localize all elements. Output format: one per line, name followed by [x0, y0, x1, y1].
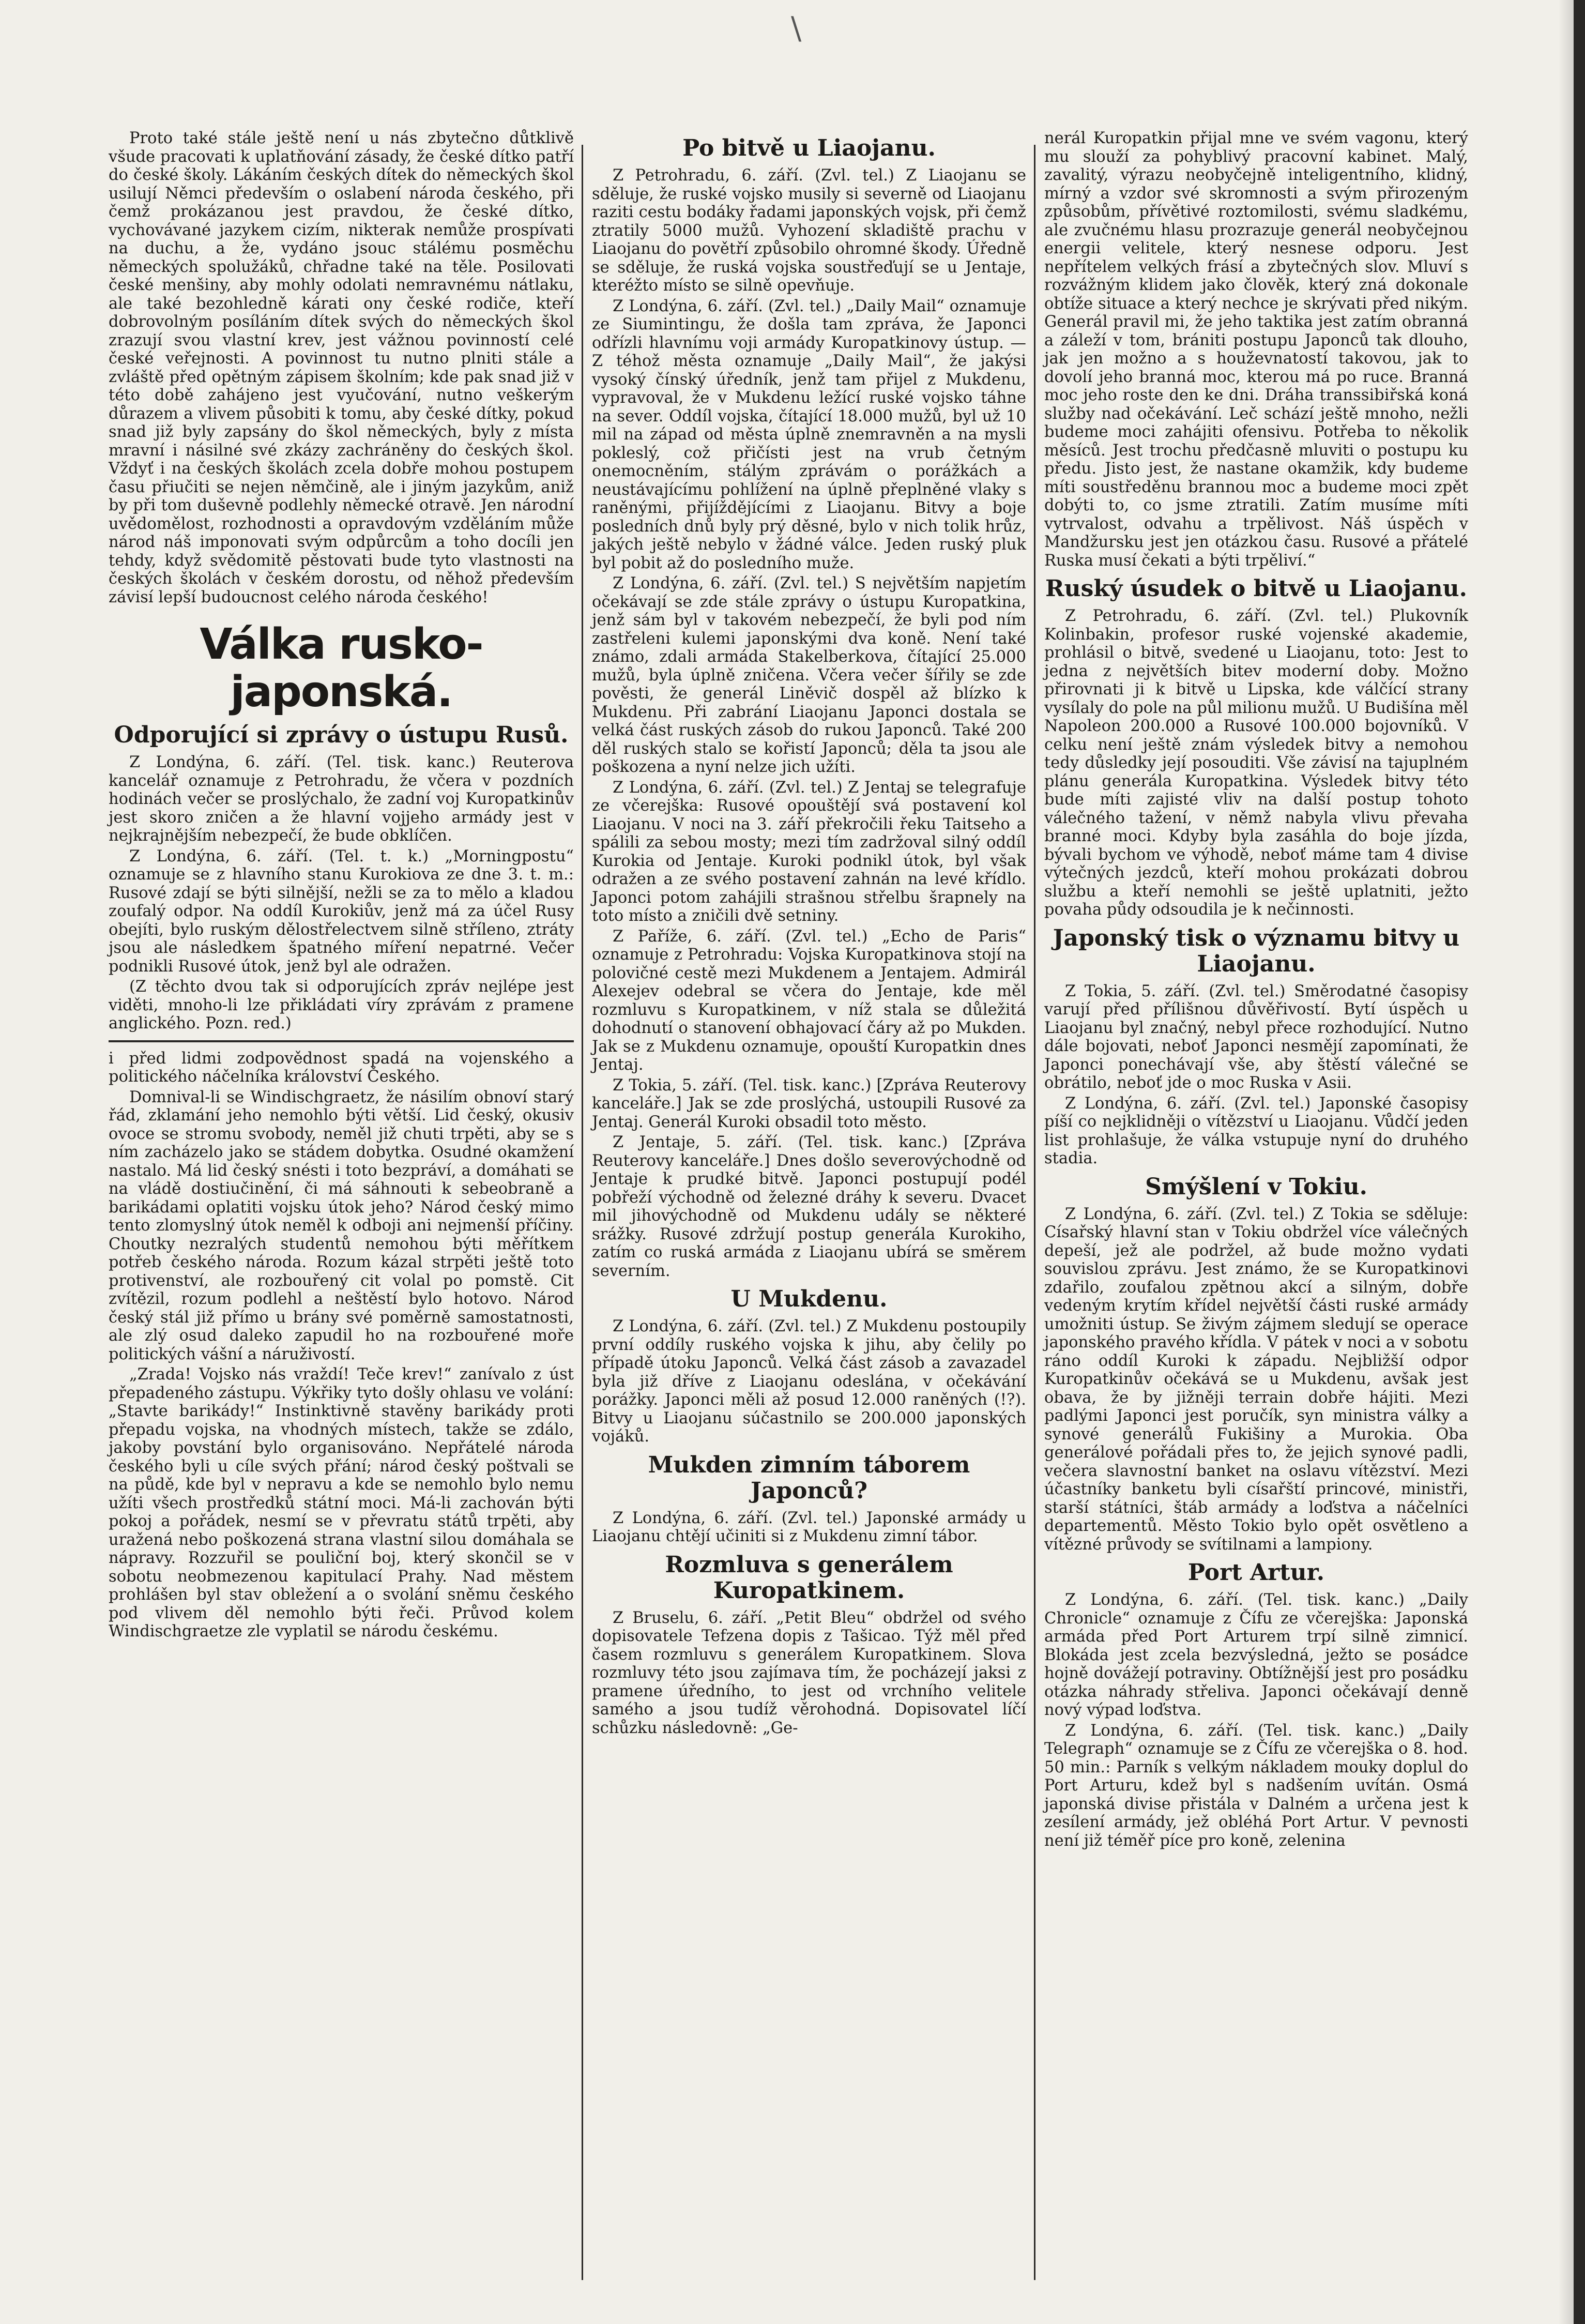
report-interview: Z Bruselu, 6. září. „Petit Bleu“ obdržel od svého dopisovatele Tefzena dopis z Tašicao. Týž měl před časem rozmluvu s generálem Kuropatkinem. Slova rozmluvy této jsou zajímava tím, že pocházejí jaksi z pramene úředního, to jest od vrchního velitele samého a jsou tudíž věrohodná. Dopisovatel líčí schůzku následovně: „Ge- [592, 1608, 1026, 1737]
report-kuropatkin-retreat: Z Londýna, 6. září. (Zvl. tel.) S největším napjetím očekávají se zde stále zprávy o ústupu Kuropatkina, jenž sám byl v takovém nebezpečí, že byli pod ním zastřeleni kulemi japonskými dva koně. Není také známo, zdali armáda Stakelberkova, čítající 25.000 mužů, byla úplně zničena. Včera večer šířily se zde pověsti, že generál Liněvič dospěl až blízko k Mukdenu. Při zabrání Liaojanu Japonci dostala se velká část ruských zásob do rukou Japonců. Také 200 děl ruských stalo se kořistí Japonců; děla ta jsou ale poškozena a nyní nelze jich užíti. [592, 574, 1026, 776]
headline-russian-view: Ruský úsudek o bitvě u Liaojanu. [1045, 575, 1467, 602]
column-left [109, 129, 574, 1643]
report-daily-mail: Z Londýna, 6. září. (Zvl. tel.) „Daily Mail“ oznamuje ze Siumintingu, že došla tam zpráva, že Japonci odřízli hlavnímu voji armády Kuropatkinovy ústup. — Z téhož města oznamuje „Daily Mail“, že jakýsi vysoký čínský úředník, jenž tam přijel z Mukdenu, vypravoval, že v Mukdenu ležící ruské vojsko táhne na sever. Oddíl vojska, čítající 18.000 mužů, byl už 10 mil na západ od města úplně znemravněn a na mysli pokleslý, což přičísti jest na vrub četným onemocněním, stálým zprávám o porážkách a neustávajícímu pohlížení na úplně přeplněné vlaky s raněnými, přijíždějícími z Liaojanu. Bitvy a boje posledních dnů byly prý děsné, bylo v nich tolik hrůz, jakých ještě nebylo v žádné válce. Jeden ruský pluk byl pobit až do posledního muže. [592, 297, 1026, 572]
report-reuter: Z Londýna, 6. září. (Tel. tisk. kanc.) Reuterova kancelář oznamuje z Petrohradu, že včera v pozdních hodinách večer se proslýchalo, že zadní voj Kuropatkinův jest skoro zničen a že hlavní vojjeho armády jest v nejkrajnějším nebezpečí, že bude obklíčen. [109, 753, 574, 845]
report-winter-camp: Z Londýna, 6. září. (Zvl. tel.) Japonské armády u Liaojanu chtějí učiniti si z Mukdenu zimní tábor. [592, 1509, 1026, 1545]
windischgraetz-paragraph: Domnival-li se Windischgraetz, že násilím obnoví starý řád, zklamání jeho nemohlo býti větší. Lid český, okusiv ovoce se stromu svobody, neměl již chuti trpěti, aby se s ním zacházelo jako se stádem dobytka. Osudné okamžení nastalo. Má lid český snésti i toto bezpráví, a domáhati se na vládě dostiučinění, či má sáhnouti k sebeobraně a barikádami oplatiti vojsku útok jeho? Národ český mimo tento zlomyslný útok neměl k odboji ani nejmenší příčiny. Choutky nezralých studentů nemohou býti měřítkem potřeb českého národa. Rozum kázal strpěti ještě toto protivenství, ale rozbouřený cit volal po pomstě. Cit zvítězil, rozum podlehl a neštěstí bylo hotovo. Národ český stál již přímo u brány své poměrně samostatnosti, ale zlý osud daleko zapudil ho na rozbouřené moře politických vášní a náruživostí. [109, 1088, 574, 1363]
editor-note: (Z těchto dvou tak si odporujících zpráv nejlépe jest viděti, mnoho-li lze přikládati víry zprávám z pramene anglického. Pozn. red.) [109, 978, 574, 1032]
headline-port-artur: Port Artur. [1187, 1559, 1325, 1586]
barricades-paragraph: „Zrada! Vojsko nás vraždí! Teče krev!“ zanívalo z úst přepadeného zástupu. Výkřiky tyto došly ohlasu ve volání: „Stavte barikády!“ Instinktivně stavěny barikády proti přepadu vojska, na vhodných místech, takže se zdálo, jakoby povstání bylo organisováno. Nepřátelé národa českého byli u cíle svých přání; národ český poštvali se na půdě, kde byl v nepravu a kde se nemohlo bylo nemu užíti všech prostředků státní moci. Má-li zachován býti pokoj a pořádek, nesmí se v převratu států trpěti, aby uražená nebo poškozená strana vlastní silou domáhala se nápravy. Rozzuřil se pouliční boj, který skončil se v sobotu neobmezenou kapitulací Prahy. Nad městem prohlášen byl stav obležení a o svolání sněmu českého pod vlivem děl nemohlo býti řeči. Průvod kolem Windischgraetze zle vyplatil se národu českému. [109, 1365, 574, 1641]
report-tokio-mood: Z Londýna, 6. září. (Zvl. tel.) Z Tokia se sděluje: Císařský hlavní stan v Tokiu obdržel více válečných depeší, jež ale podržel, až bude možno vydati souvislou zprávu. Jest známo, že se Kuropatkinovi zdařilo, zoufalou zpětnou akcí a silným, dobře vedeným krytím křídel největší části ruské armády umožniti ústup. Se živým zájmem sledují se operace japonského pravého křídla. V pátek v noci a v sobotu ráno oddíl Kuroki k západu. Nejbližší odpor Kuropatkinův očekává se u Mukdenu, avšak jest obava, že by jižněji terrain dobře hájiti. Mezi padlými Japonci jest poručík, syn ministra války a synové generálů Fukišiny a Murokia. Oba generálové pořádali přes to, že jejich synové padli, večera slavnostní banket na oslavu vítězství. Mezi účastníky banketu byli císařští princové, ministři, starší státníci, štáb armády a loďstva a náčelníci departementů. Město Tokio bylo opět osvětleno a vítězné průvody se svítilnami a lampiony. [1044, 1205, 1468, 1554]
report-jentaje: Z Jentaje, 5. září. (Tel. tisk. kanc.) [Zpráva Reuterovy kanceláře.] Dnes došlo severovýchodně od Jentaje k prudké bitvě. Japonci postupují podél pobřeží východně od železné dráhy k severu. Dvacet mil jihovýchodně od Mukdenu udály se některé srážky. Rusové zdržují postup generála Kurokiho, zatím co ruská armáda z Liaojanu ubírá se směrem severním. [592, 1133, 1026, 1280]
page-edge [1574, 0, 1585, 2324]
column-divider-left [582, 145, 583, 2280]
page-edge-shadow [1558, 0, 1574, 2324]
report-jentaj: Z Londýna, 6. září. (Zvl. tel.) Z Jentaj se telegrafuje ze včerejška: Rusové opouštějí svá postavení kol Liaojanu. V noci na 3. září překročili řeku Taitseho a spálili za sebou mosty; mezi tím zadržoval silný oddíl Kurokia od Jentaje. Kuroki podnikl útok, byl však odražen a ze svého postavení zahnán na levé křídlo. Japonci potom zahájili strašnou střelbu šrapnely na toto místo a zničili dvě setniny. [592, 778, 1026, 925]
report-daily-telegraph: Z Londýna, 6. září. (Tel. tisk. kanc.) „Daily Telegraph“ oznamuje se z Čífu ze včerejška o 8. hod. 50 min.: Parník s velkým nákladem mouky doplul do Port Arturu, kdež byl s nadšením uvítán. Osmá japonská divise přistála v Dalném a určena jest k zesílení armády, jež obléhá Port Artur. V pevnosti není již téměř píce pro koně, zelenina [1044, 1721, 1468, 1850]
headline-interview: Rozmluva s generálem Kuropatkinem. [665, 1551, 953, 1604]
column-divider-right [1034, 145, 1035, 2280]
report-japanese-papers: Z Londýna, 6. září. (Zvl. tel.) Japonské časopisy píší co nejklidněji o vítězství u Liaojanu. Vůdčí jeden list prohlašuje, že válka vstupuje nyní do druhého stadia. [1044, 1094, 1468, 1167]
newspaper-page [109, 129, 1468, 2285]
column-middle [592, 129, 1026, 1739]
page-mark: \ [791, 10, 802, 47]
intro-paragraph: Proto také stále ještě není u nás zbytečno důtklivě všude pracovati k uplatňování zásady, že české dítko patří do české školy. Lákáním českých dítek do německých škol usilují Němci především o oslabení národa českého, při čemž prokázanou jest pravdou, že české dítko, vychovávané jazykem cizím, nikterak nemůže prospívati na duchu, a že, vydáno jsouc stálému posměchu německých spolužáků, chřadne také na těle. Posilovati české menšiny, aby mohly odolati nemravnému nátlaku, ale také bezohledně kárati ony české rodiče, kteří dobrovolným posíláním dítek svých do německých škol zrazují svou vlastní krev, jest vážnou povinností celé české veřejnosti. A povinnost tu nutno plniti stále a zvláště před opětným zápisem školním; kde pak snad již v této době zahájeno jest vyučování, nutno veškerým důrazem a vlivem působiti k tomu, aby české dítky, pokud snad již byly zapsány do škol německých, byly z místa mravní i násilné své zkázy zachráněny do českých škol. Vždyť i na českých školách zcela dobře mohou postupem času přiučiti se nejen němčině, ale i jiným jazykům, aniž by při tom duševně podlehly německé otravě. Jen národní uvědomělost, rozhodnosti a opravdovým vzděláním může národ náš imponovati svým odpůrcům a toho docíli jen tehdy, když svědomitě pěstovati bude tyto vlastnosti na českých školách v českém dorostu, od něhož především závisí lepší budoucnost celého národa českého! [109, 129, 574, 606]
headline-tokio-mood: Smýšlení v Tokiu. [1145, 1173, 1367, 1200]
report-kolinbakin: Z Petrohradu, 6. září. (Zvl. tel.) Plukovník Kolinbakin, profesor ruské vojenské akademie, prohlásil o bitvě, svedené u Liaojanu, toto: Jest to jedna z největších bitev moderní doby. Možno přirovnati ji k bitvě u Lipska, kde válčící strany vysílaly do pole na půl milionu mužů. U Budišína měl Napoleon 200.000 a Rusové 100.000 bojovníků. V celku není ještě znám výsledek bitvy a nemohou tedy důsledky její posouditi. Vše závisí na tajuplném plánu generála Kuropatkina. Výsledek bitvy této bude míti zajisté vliv na další postup tohoto válečného tažení, v němž nabyla vlivu převaha branné moci. Kdyby byla zasáhla do boje jízda, bývali bychom ve výhodě, neboť máme tam 4 divise výtečných jezdců, kteří mohou prokázati dobrou službu a kteří nemohli se ještě uplatniti, ježto povaha půdy odsoudila je k nečinnosti. [1044, 607, 1468, 919]
report-daily-chronicle: Z Londýna, 6. září. (Tel. tisk. kanc.) „Daily Chronicle“ oznamuje z Čífu ze včerejška: Japonská armáda před Port Arturem trpí silně zimnicí. Blokáda jest zcela bezvýsledná, ježto se posádce hojně dovážejí potraviny. Obtížnější jest pro posádku otázka náhrady střeliva. Japonci očekávají denně nový výpad loďstva. [1044, 1591, 1468, 1719]
headline-mukden: U Mukdenu. [730, 1286, 888, 1312]
report-tokio: Z Tokia, 5. září. (Tel. tisk. kanc.) [Zpráva Reuterovy kanceláře.] Jak se zde proslýchá, ustoupili Rusové za Jentaj. Generál Kuroki obsadil toto město. [592, 1076, 1026, 1131]
report-japanese-press: Z Tokia, 5. září. (Zvl. tel.) Směrodatné časopisy varují před přílišnou důvěřivostí. Bytí úspěch u Liaojanu byl značný, nebyl přece rozhodující. Nutno dále bojovati, neboť Japonci nesmějí zapomínati, že Japonci ponechávají vše, aby štěstí válečné se obrátilo, neboť jde o moc Ruska v Asii. [1044, 982, 1468, 1092]
report-mukden: Z Londýna, 6. září. (Zvl. tel.) Z Mukdenu postoupily první oddíly ruského vojska k jihu, aby čelily po případě útoku Japonců. Velká část zásob a zavazadel byla již dříve z Liaojanu odeslána, v očekávání porážky. Japonci měli až posud 12.000 raněných (!?). Bitvy u Liaojanu súčastnilo se 200.000 japonských vojáků. [592, 1317, 1026, 1446]
headline-retreat-reports: Odporující si zprávy o ústupu Rusů. [114, 722, 569, 748]
report-morningpost: Z Londýna, 6. září. (Tel. t. k.) „Morningpostu“ oznamuje se z hlavního stanu Kurokiova ze dne 3. t. m.: Rusové zdají se býti silnější, nežli se za to mělo a kladou zoufalý odpor. Na oddíl Kurokiův, jenž má za účel Rusy obejíti, bylo ruským dělostřelectvem silně stříleno, ztráty jsou ale následkem špatného míření nepatrné. Večer podnikli Rusové útok, jenž byl ale odražen. [109, 847, 574, 976]
report-petrohrad: Z Petrohradu, 6. září. (Zvl. tel.) Z Liaojanu se sděluje, že ruské vojsko musily si severně od Liaojanu raziti cestu bodáky řadami japonských vojsk, při čemž ztratily 5000 mužů. Vyhození skladiště prachu v Liaojanu do povětří způsobilo ohromné škody. Úředně se sděluje, že ruská vojska soustřeďují se u Jentaje, kteréžto místo se silně opevňuje. [592, 166, 1026, 295]
column-right [1044, 129, 1468, 1852]
interview-continuation: nerál Kuropatkin přijal mne ve svém vagonu, který mu slouží za pohyblivý pracovní kabinet. Malý, zavalitý, výrazu neobyčejně inteligentního, klidný, mírný a vzdor své skromnosti a svým přirozeným způsobům, přívětivé roztomilosti, svému sladkému, ale zvučnému hlasu prozrazuje generál neobyčejnou energii velitele, který nesnese odporu. Jest nepřítelem velkých frásí a zbytečných slov. Mluví s rozvážným klidem jako člověk, který zná dokonale obtíže situace a který nechce je skrývati před nikým. Generál pravil mi, že jeho taktika jest zatím obranná a záleží v tom, brániti postupu Japonců tak dlouho, jak jen možno a s houževnatostí takovou, jak to dovolí jeho branná moc, kterou má po ruce. Branná moc jeho roste den ke dni. Dráha transsibiřská koná služby nad očekávání. Leč schází ještě mnoho, nežli budeme moci zahájiti ofensivu. Potřeba to několik měsíců. Jest trochu předčasně mluviti o postupu ku předu. Jisto jest, že nastane okamžik, kdy budeme míti soustředěnu brannou moc a budeme moci zpět dobýti to, co jsme ztratili. Zatím musíme míti vytrvalost, odvahu a trpělivost. Náš úspěch v Mandžursku jest jen otázkou času. Rusové a přátelé Ruska musí čekati a býti trpěliví.“ [1044, 129, 1468, 570]
section-title-war: Válka rusko-japonská. [200, 620, 483, 717]
continuation-paragraph: i před lidmi zodpovědnost spadá na vojenského a politického náčelníka království Českého. [109, 1049, 574, 1086]
report-echo-de-paris: Z Paříže, 6. září. (Zvl. tel.) „Echo de Paris“ oznamuje z Petrohradu: Vojska Kuropatkinova stojí na polovičné cestě mezi Mukdenem a Jentajem. Admirál Alexejev odebral se včera do Jentaje, kde měl rozmluvu s Kuropatkinem, v níž stala se důležitá dohodnutí o stanovení obhajovací čáry až po Mukden. Jak se z Mukdenu oznamuje, opouští Kuropatkin dnes Jentaj. [592, 927, 1026, 1074]
headline-winter-camp: Mukden zimním táborem Japonců? [648, 1451, 970, 1504]
section-rule [109, 1040, 574, 1042]
headline-japanese-press: Japonský tisk o významu bitvy u Liaojanu. [1053, 924, 1460, 977]
headline-after-battle: Po bitvě u Liaojanu. [682, 135, 936, 161]
